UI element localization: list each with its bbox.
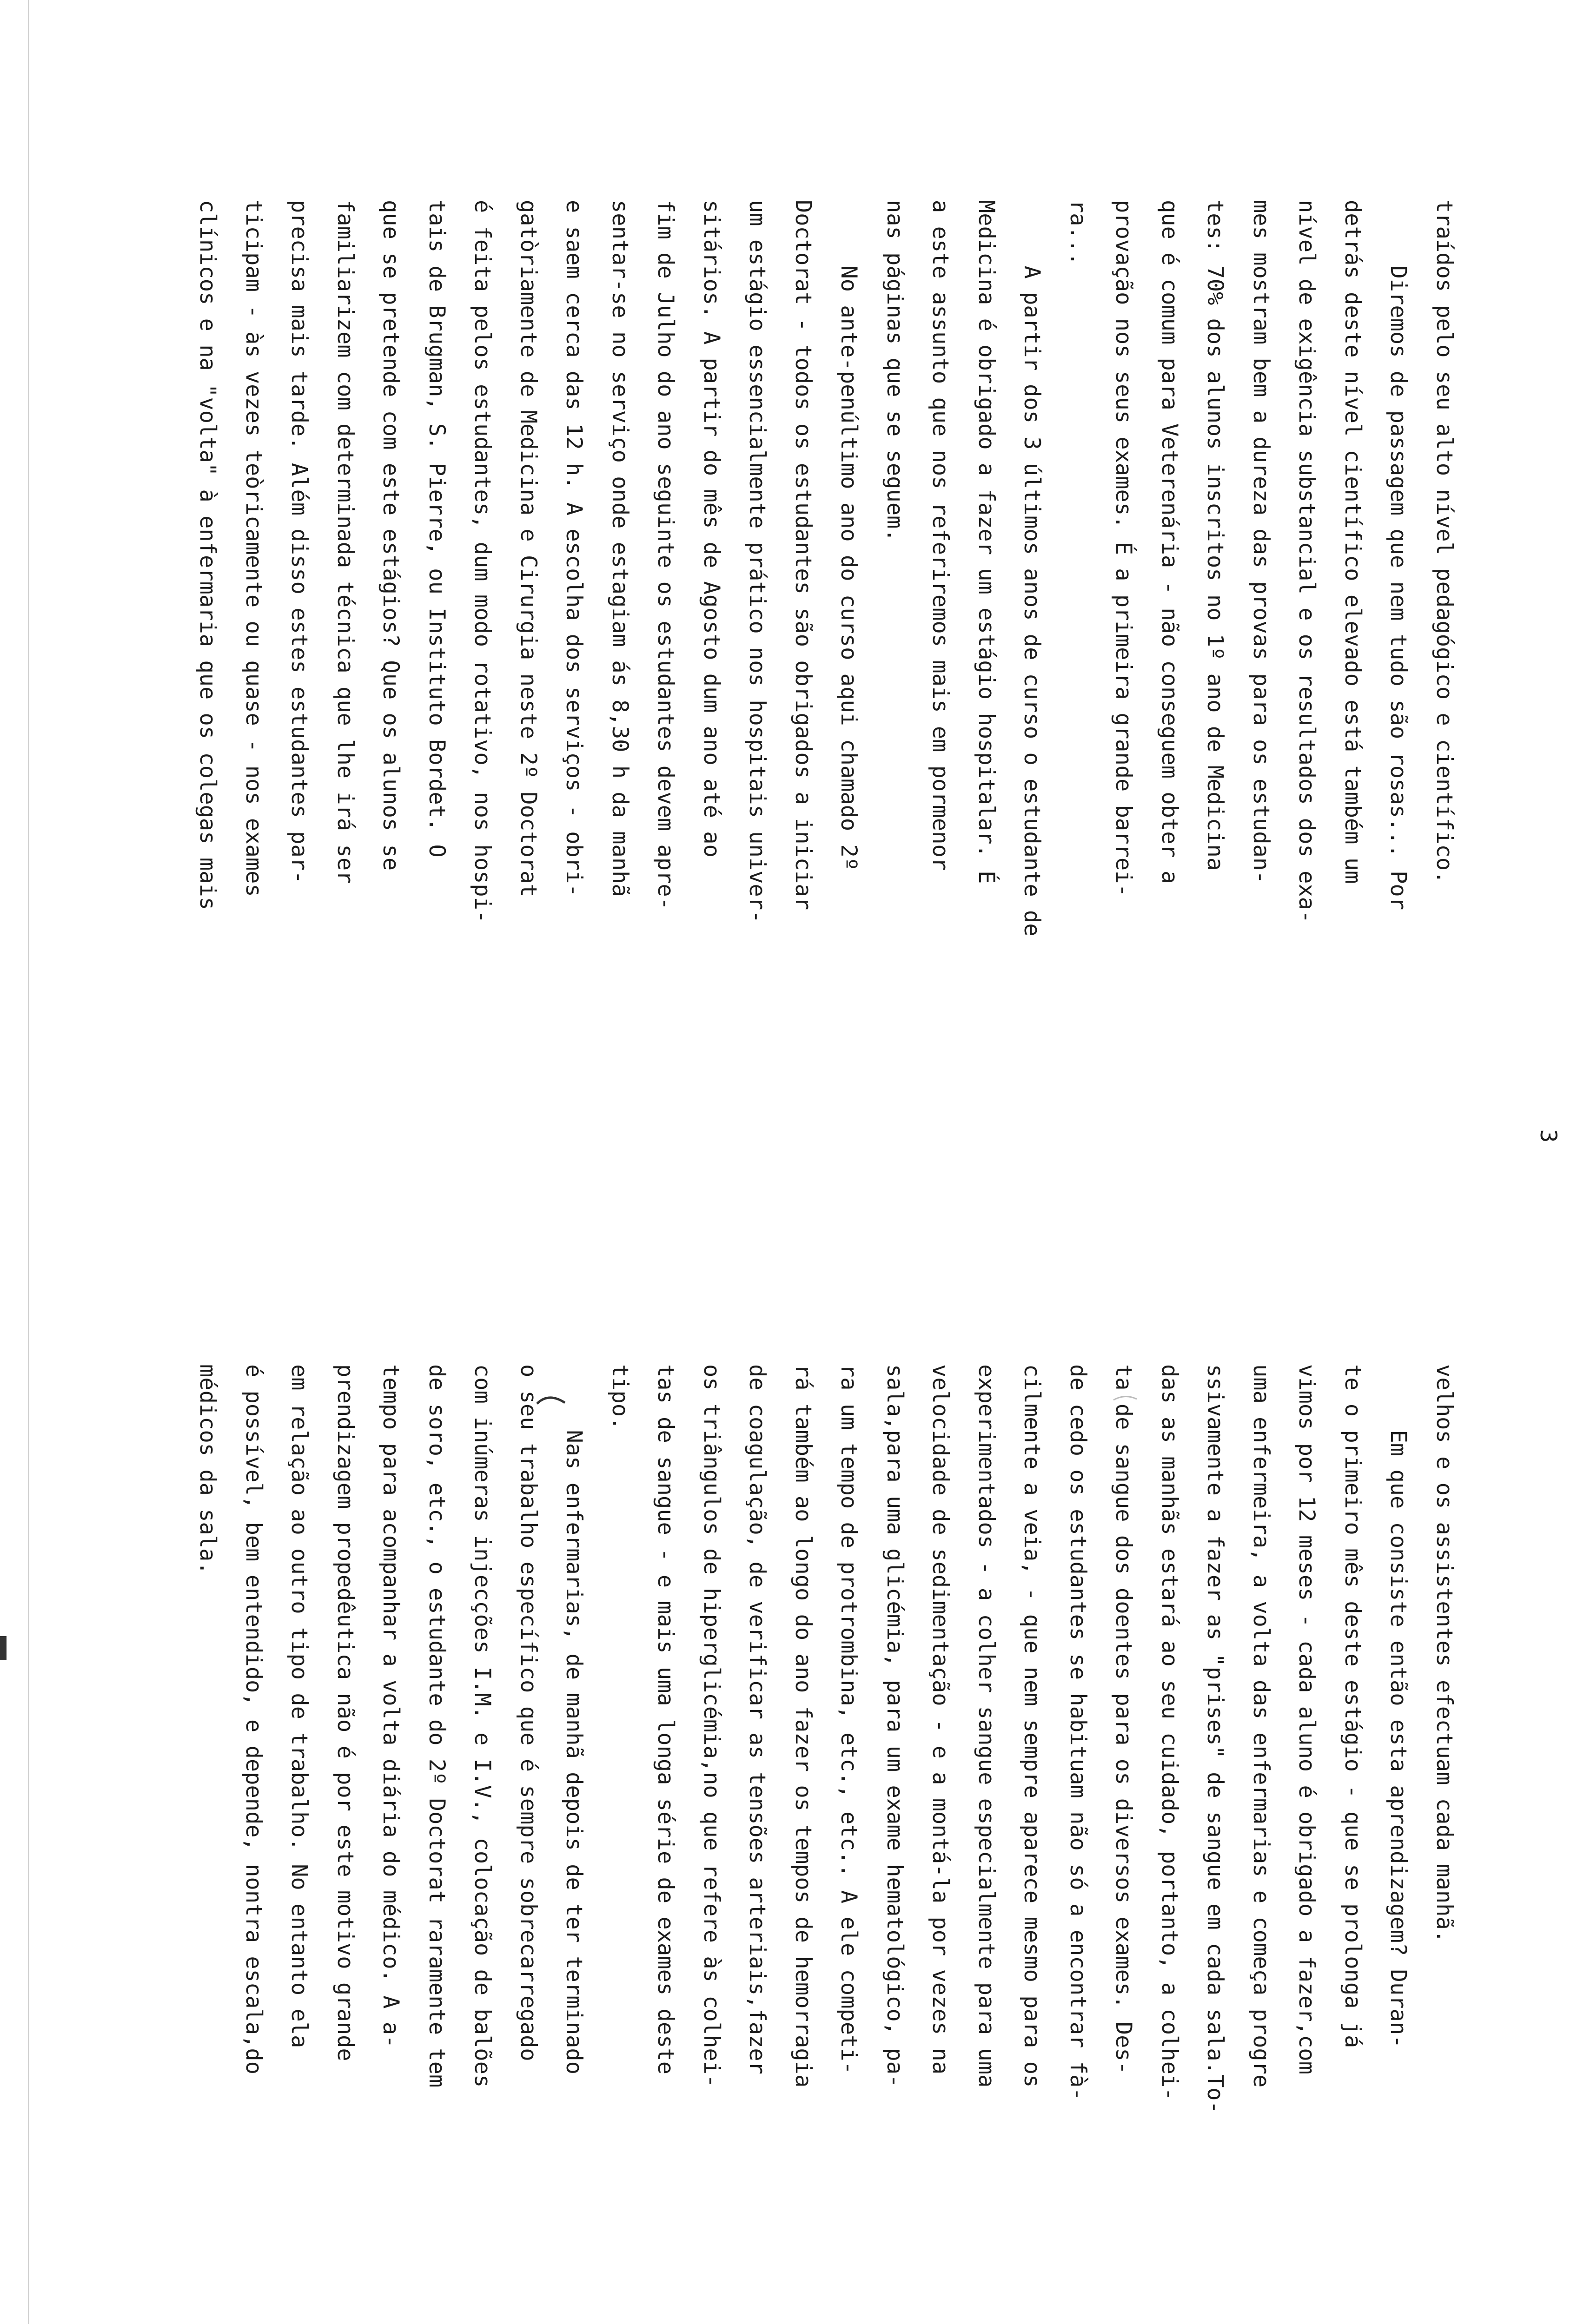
text-line: clínicos e na "volta" à enfermaria que os colegas mais: [195, 200, 221, 911]
text-line: Doctorat - todos os estudantes são obrigados a iniciar: [790, 200, 816, 911]
text-line: que se pretende com este estágios? Que os alunos se: [378, 200, 404, 871]
text-line: ta de sangue dos doentes para os diversos exames. Des-: [1111, 1364, 1137, 2075]
text-line: Diremos de passagem que nem tudo são rosas... Por: [1385, 200, 1411, 911]
text-line: sentar-se no serviço onde estagiam ás 8,30 h da manhã: [607, 200, 633, 897]
text-line: ticipam - às vezes teòricamente ou quase - nos exames: [241, 200, 266, 897]
text-line: gatòriamente de Medicina e Cirurgia neste 2º Doctorat: [516, 200, 541, 897]
text-line: tas de sangue - e mais uma longa série de exames deste: [653, 1364, 679, 2075]
text-line: um estágio essencialmente prático nos hospitais univer-: [744, 200, 770, 924]
text-line: sitários. A partir do mês de Agosto dum ano até ao: [699, 200, 724, 858]
text-line: ra um tempo de protrombina, etc., etc.. A ele competi-: [836, 1364, 862, 2075]
text-line: em relação ao outro tipo de trabalho. No entanto ela: [286, 1364, 312, 2048]
faint-mark-icon: [1111, 1390, 1139, 1404]
text-line: fim de Julho do ano seguinte os estudantes devem apre-: [653, 200, 679, 911]
text-line: a este assunto que nos referiremos mais em pormenor: [928, 200, 954, 871]
text-line: ssivamente a fazer as "prises" de sangue em cada sala.To-: [1202, 1364, 1228, 2114]
text-line: velocidade de sedimentação - e a montá-la por vezes na: [928, 1364, 954, 2075]
text-line: ra...: [1065, 200, 1091, 266]
text-line: A partir dos 3 últimos anos de curso o estudante de: [1019, 200, 1045, 937]
text-line: familiarizem com determinada técnica que lhe irá ser: [332, 200, 358, 884]
text-line: No ante-penúltimo ano do curso aqui chamado 2º: [836, 200, 862, 871]
text-line: com inúmeras injecções I.M. e I.V., colocação de balões: [470, 1364, 496, 2088]
text-line: detrás deste nível científico elevado está também um: [1340, 200, 1365, 884]
text-line: tes: 70% dos alunos inscritos no 1º ano de Medicina: [1202, 200, 1228, 871]
text-line: traídos pelo seu alto nível pedagógico e científico.: [1431, 200, 1457, 884]
text-line: que é comum para Veterenária - não conseguem obter a: [1157, 200, 1182, 884]
text-line: de coagulação, de verificar as tensões arteriais,fazer: [744, 1364, 770, 2075]
text-line: provação nos seus exames. É a primeira grande barrei-: [1111, 200, 1137, 897]
text-column-page-3: [185, 200, 1467, 937]
text-line: é feita pelos estudantes, dum modo rotativo, nos hospi-: [470, 200, 496, 924]
text-line: rá também ao longo do ano fazer os tempos de hemorragia: [790, 1364, 816, 2088]
text-line: tipo.: [607, 1364, 633, 1430]
text-line: os triângulos de hiperglicémia,no que refere às colhei-: [699, 1364, 724, 2088]
text-line: tais de Brugman, S. Pierre, ou Instituto Bordet. O: [424, 200, 450, 858]
text-line: das as manhãs estará ao seu cuidado, portanto, a colhei-: [1157, 1364, 1182, 2101]
pencil-mark-icon: [535, 1390, 567, 1408]
text-column-page-4: [185, 1364, 1467, 2114]
text-line: sala,para uma glicémia, para um exame hematológico, pa-: [882, 1364, 908, 2088]
text-line: mes mostram bem a dureza das provas para os estudan-: [1248, 200, 1274, 884]
text-line: uma enfermeira, a volta das enfermarias e começa progre: [1248, 1364, 1274, 2088]
text-line: nas páginas que se seguem.: [882, 200, 908, 542]
text-line: cilmente a veia, - que nem sempre aparece mesmo para os: [1019, 1364, 1045, 2088]
page-number-left: 3: [1535, 1129, 1561, 1143]
text-line: velhos e os assistentes efectuam cada manhã.: [1431, 1364, 1457, 1943]
text-line: nível de exigência substancial e os resultados dos exa-: [1294, 200, 1320, 924]
text-line: te o primeiro mês deste estágio - que se prolonga já: [1340, 1364, 1365, 2048]
text-line: de cedo os estudantes se habituam não só a encontrar fà-: [1065, 1364, 1091, 2101]
text-line: é possível, bem entendido, e depende, nontra escala,do: [241, 1364, 266, 2075]
text-line: precisa mais tarde. Além disso estes estudantes par-: [286, 200, 312, 884]
left-margin-mark: [0, 1636, 7, 1660]
text-line: de soro, etc., o estudante do 2º Doctorat raramente tem: [424, 1364, 450, 2088]
text-line: o seu trabalho específico que é sempre sobrecarregado: [516, 1364, 541, 2061]
text-line: e saem cerca das 12 h. A escolha dos serviços - obri-: [561, 200, 587, 897]
text-line: experimentados - a colher sangue especialmente para uma: [974, 1364, 999, 2088]
text-line: médicos da sala.: [195, 1364, 221, 1575]
text-line: vimos por 12 meses - cada aluno é obrigado a fazer,com: [1294, 1364, 1320, 2075]
text-line: tempo para acompanhar a volta diária do médico. A a-: [378, 1364, 404, 2048]
text-line: Nas enfermarias, de manhã depois de ter terminado: [561, 1364, 587, 2075]
text-line: prendizagem propedêutica não é por este motivo grande: [332, 1364, 358, 2061]
text-line: Em que consiste então esta aprendizagem? Duran-: [1385, 1364, 1411, 2048]
text-line: Medicina é obrigado a fazer um estágio hospitalar. É: [974, 200, 999, 884]
